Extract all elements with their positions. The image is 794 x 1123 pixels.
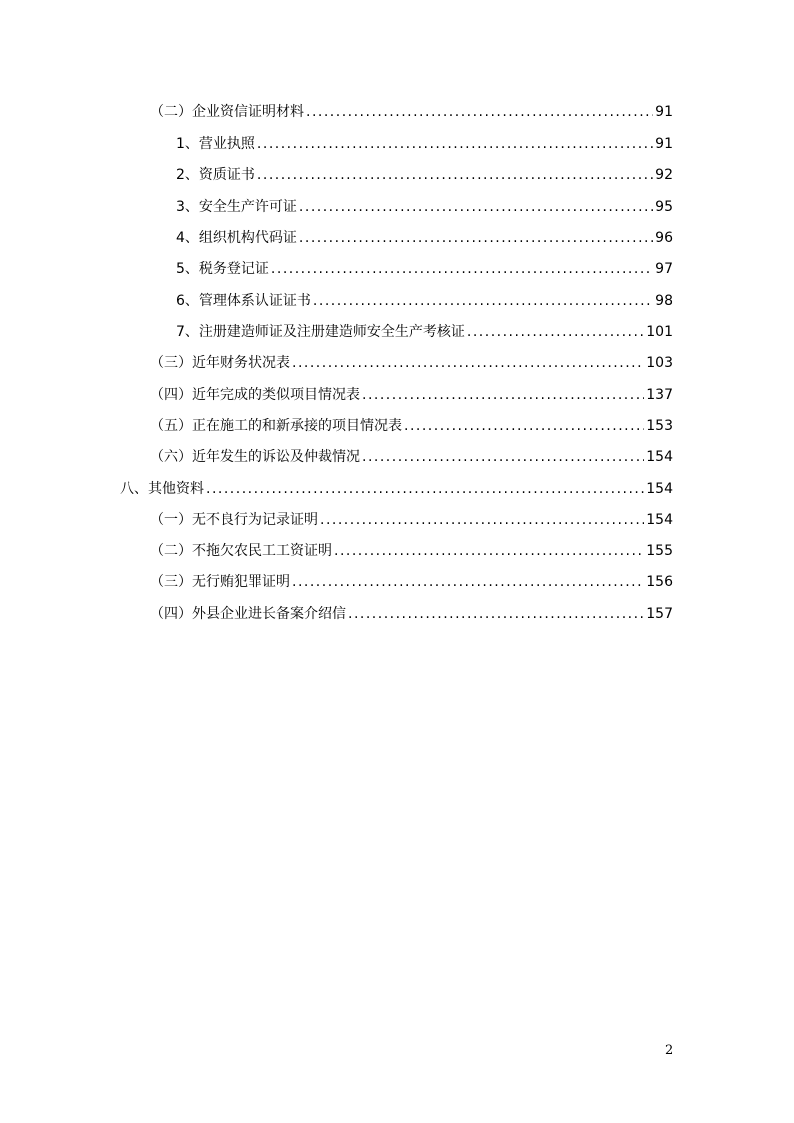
toc-leader-dots (299, 229, 653, 247)
toc-entry[interactable] (150, 382, 673, 404)
toc-entry-title: （三）近年财务状况表 (150, 355, 290, 371)
toc-entry[interactable] (176, 256, 673, 278)
toc-leader-dots (362, 386, 644, 404)
toc-entry[interactable] (150, 601, 673, 623)
toc-entry-page: 156 (646, 574, 673, 590)
toc-leader-dots (257, 135, 653, 153)
toc-entry[interactable] (150, 507, 673, 529)
toc-entry-page: 92 (655, 167, 673, 183)
toc-entry[interactable] (150, 569, 673, 591)
toc-leader-dots (348, 605, 644, 623)
toc-leader-dots (334, 542, 644, 560)
toc-entry-title: 3、安全生产许可证 (176, 199, 297, 215)
toc-entry-title: （五）正在施工的和新承接的项目情况表 (150, 418, 402, 434)
toc-entry-title: （六）近年发生的诉讼及仲裁情况 (150, 449, 360, 465)
toc-entry[interactable] (150, 413, 673, 435)
toc-entry-title: （二）不拖欠农民工工资证明 (150, 543, 332, 559)
toc-leader-dots (299, 198, 653, 216)
toc-entry-title: 4、组织机构代码证 (176, 230, 297, 246)
toc-entry-page: 137 (646, 387, 673, 403)
toc-entry-title: （二）企业资信证明材料 (150, 104, 304, 120)
toc-entry-page: 154 (646, 512, 673, 528)
toc-leader-dots (362, 448, 644, 466)
toc-entry-title: （三）无行贿犯罪证明 (150, 574, 290, 590)
page-number: 2 (665, 1043, 674, 1058)
toc-leader-dots (467, 323, 644, 341)
toc-entry-page: 153 (646, 418, 673, 434)
toc-entry[interactable] (150, 350, 673, 372)
toc-leader-dots (292, 573, 644, 591)
toc-entry-page: 157 (646, 606, 673, 622)
toc-entry-page: 97 (655, 261, 673, 277)
toc-entry-title: 1、营业执照 (176, 136, 255, 152)
toc-entry-page: 91 (655, 136, 673, 152)
toc-entry-title: 八、其他资料 (120, 481, 204, 497)
toc-leader-dots (206, 480, 644, 498)
toc-entry[interactable] (150, 444, 673, 466)
toc-leader-dots (257, 166, 653, 184)
toc-entry[interactable] (176, 162, 673, 184)
toc-leader-dots (292, 354, 644, 372)
toc-leader-dots (313, 292, 653, 310)
toc-entry-page: 95 (655, 199, 673, 215)
toc-leader-dots (306, 103, 653, 121)
toc-entry-page: 98 (655, 293, 673, 309)
toc-entry[interactable] (176, 131, 673, 153)
toc-entry-title: （四）外县企业进长备案介绍信 (150, 606, 346, 622)
toc-entry-page: 103 (646, 355, 673, 371)
toc-entry-page: 154 (646, 449, 673, 465)
toc-entry[interactable] (150, 99, 673, 121)
toc-leader-dots (404, 417, 644, 435)
toc-entry-title: 6、管理体系认证证书 (176, 293, 311, 309)
toc-entry-title: 2、资质证书 (176, 167, 255, 183)
toc-entry[interactable] (120, 476, 673, 498)
toc-entry[interactable] (150, 538, 673, 560)
toc-entry-page: 154 (646, 481, 673, 497)
toc-entry-page: 91 (655, 104, 673, 120)
toc-entry-title: 5、税务登记证 (176, 261, 269, 277)
toc-entry-title: （四）近年完成的类似项目情况表 (150, 387, 360, 403)
toc-entry-title: （一）无不良行为记录证明 (150, 512, 318, 528)
toc-leader-dots (271, 260, 653, 278)
toc-entry-page: 96 (655, 230, 673, 246)
toc-entry-page: 101 (646, 324, 673, 340)
toc-entry[interactable] (176, 194, 673, 216)
toc-entry-title: 7、注册建造师证及注册建造师安全生产考核证 (176, 324, 465, 340)
toc-entry[interactable] (176, 225, 673, 247)
toc-entry-page: 155 (646, 543, 673, 559)
toc-entry[interactable] (176, 288, 673, 310)
toc-entry[interactable] (176, 319, 673, 341)
toc-leader-dots (320, 511, 644, 529)
